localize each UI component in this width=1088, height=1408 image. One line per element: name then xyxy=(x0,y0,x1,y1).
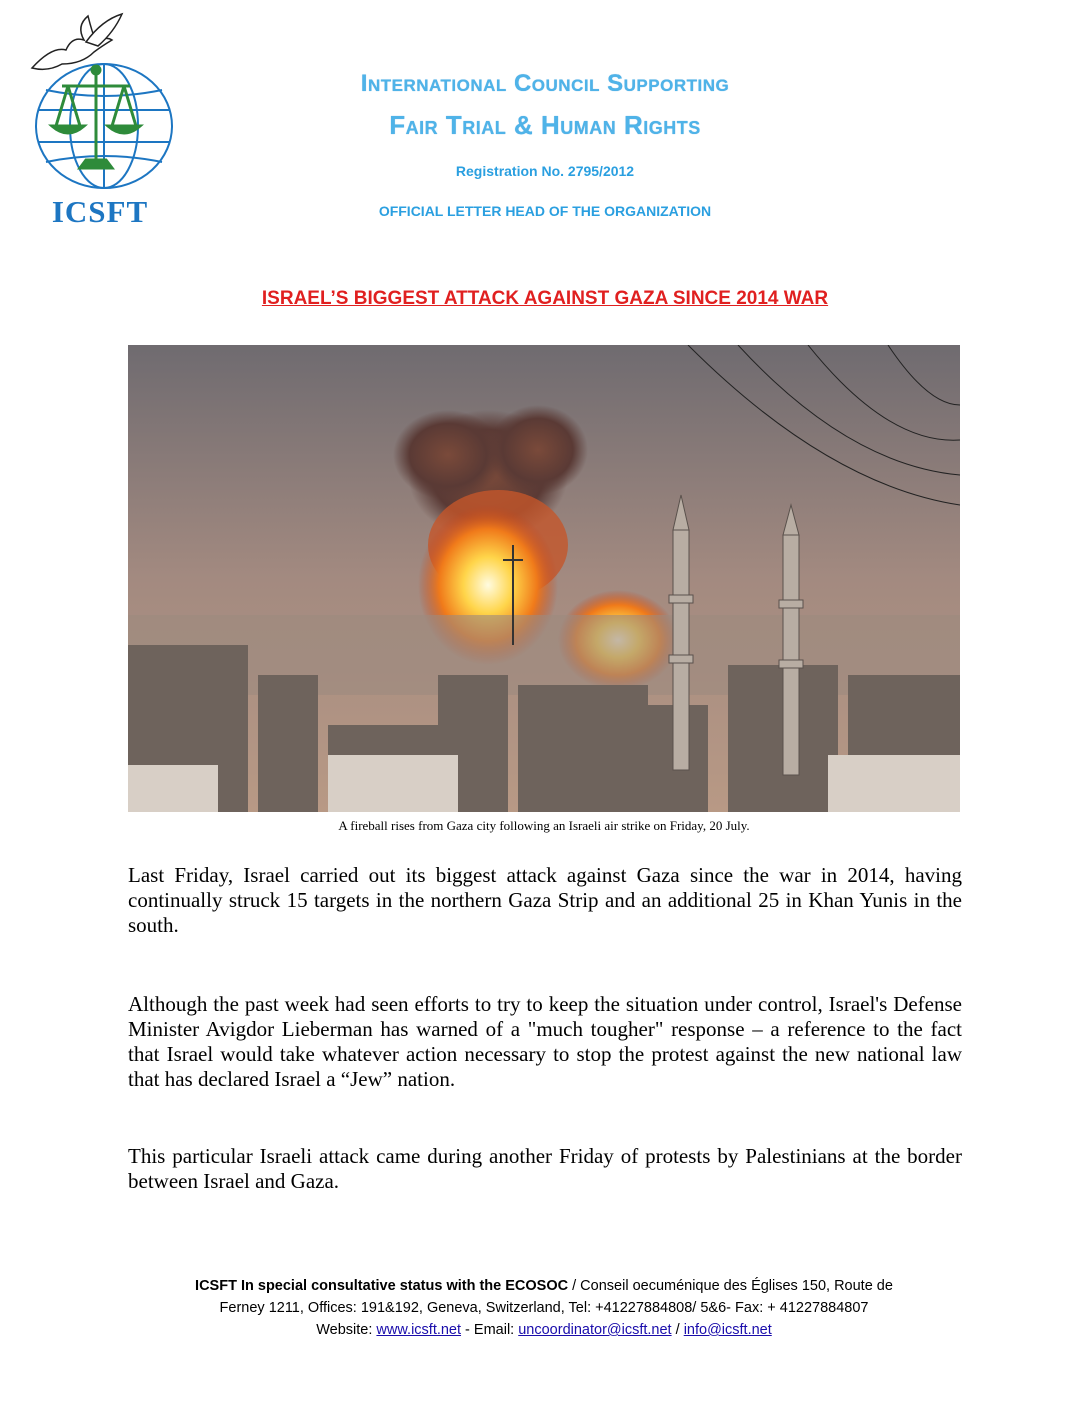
email-link-info[interactable]: info@icsft.net xyxy=(683,1322,772,1338)
letterhead-footer xyxy=(90,1275,998,1341)
photo-caption: A fireball rises from Gaza city following an Israeli air strike on Friday, 20 July. xyxy=(338,818,750,833)
organization-name-line1: International Council Supporting xyxy=(360,70,730,97)
organization-logo xyxy=(22,6,182,228)
explosion-photo-image xyxy=(128,345,960,812)
email-label: - Email: xyxy=(461,1322,519,1338)
logo-text: ICSFT xyxy=(51,194,149,229)
article-paragraph: Although the past week had seen efforts to try to keep the situation under control, Israel's Defense Minister Avigdor Lieberman has warned of a "much tougher" response – a reference to the fact that Israel would take whatever action necessary to stop the protest against the new national law that has declared Israel a “Jew” nation. xyxy=(128,992,962,1091)
dove-scales-globe-icon xyxy=(22,6,182,196)
article-paragraph: This particular Israeli attack came during another Friday of protests by Palestinians at the border between Israel and Gaza. xyxy=(128,1144,962,1193)
email-separator: / xyxy=(671,1322,684,1338)
email-link-coordinator[interactable]: uncoordinator@icsft.net xyxy=(518,1322,672,1338)
article-photo xyxy=(128,345,960,812)
article-headline: ISRAEL’S BIGGEST ATTACK AGAINST GAZA SINCE 2014 WAR xyxy=(261,288,829,309)
footer-line3 xyxy=(90,1319,998,1341)
footer-address-part1: / Conseil oecuménique des Églises 150, Route de xyxy=(568,1278,893,1294)
registration-number: Registration No. 2795/2012 xyxy=(455,163,635,179)
article-paragraph: Last Friday, Israel carried out its biggest attack against Gaza since the war in 2014, having continually struck 15 targets in the northern Gaza Strip and an additional 25 in Khan Yunis in the south. xyxy=(128,863,962,937)
official-letterhead-label: OFFICIAL LETTER HEAD OF THE ORGANIZATION xyxy=(378,203,712,219)
consultative-status: ICSFT In special consultative status with the ECOSOC xyxy=(195,1278,569,1294)
footer-line2: Ferney 1211, Offices: 191&192, Geneva, Switzerland, Tel: +41227884808/ 5&6- Fax: + 41227884807 xyxy=(219,1300,869,1316)
website-link[interactable]: www.icsft.net xyxy=(376,1322,462,1338)
website-label: Website: xyxy=(316,1322,377,1338)
footer-line1 xyxy=(90,1275,998,1297)
organization-name-line2: Fair Trial & Human Rights xyxy=(389,110,701,140)
